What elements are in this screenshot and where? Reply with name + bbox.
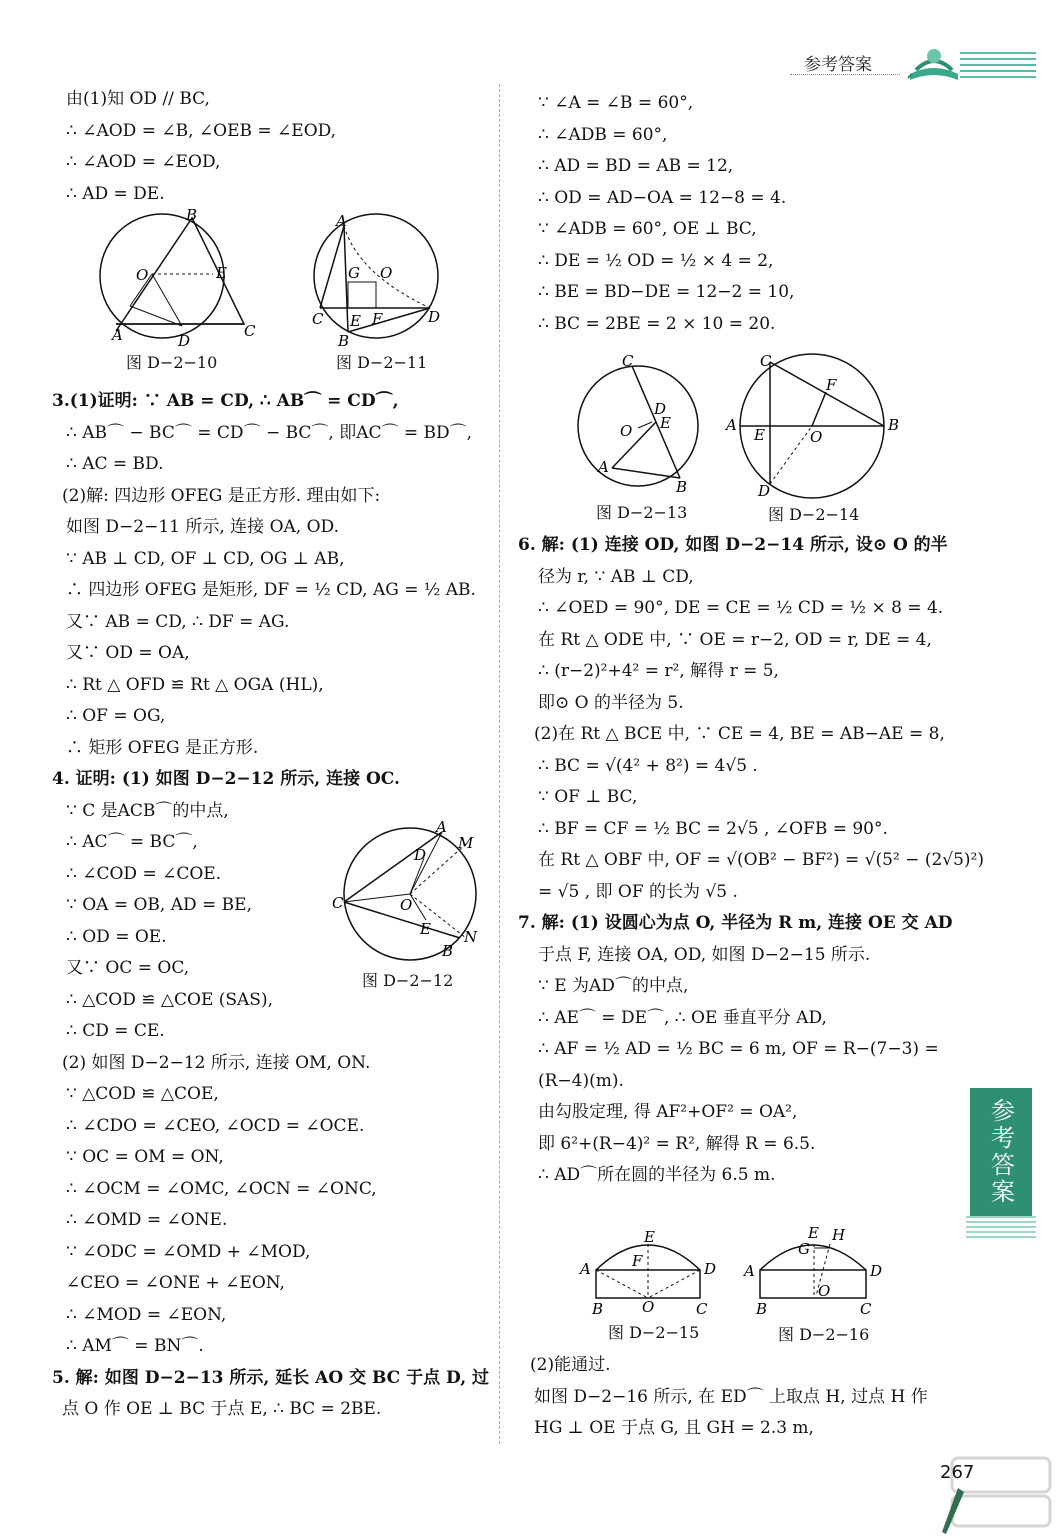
text-line: ∴ AD = DE.: [66, 183, 165, 204]
svg-text:E: E: [808, 1224, 819, 1242]
text-line: 又∵ OD = OA,: [66, 643, 190, 663]
svg-text:M: M: [458, 834, 474, 852]
text-line: ∴ OD = AD−OA = 12−8 = 4.: [538, 187, 787, 208]
text-line: 于点 F, 连接 OA, OD, 如图 D−2−15 所示.: [538, 944, 871, 965]
svg-text:E: E: [420, 920, 431, 938]
text-line: ∴ ∠AOD = ∠B, ∠OEB = ∠EOD,: [66, 120, 337, 141]
svg-text:D: D: [178, 332, 191, 350]
text-line: ∴ OD = OE.: [66, 926, 167, 947]
svg-text:E: E: [644, 1228, 655, 1246]
figure-caption: 图 D−2−12: [362, 971, 454, 990]
text-line: (R−4)(m).: [538, 1070, 624, 1091]
figure-d-2-15: [578, 1228, 728, 1320]
figure-caption: 图 D−2−15: [608, 1323, 700, 1342]
svg-text:B: B: [338, 332, 350, 350]
text-line: 在 Rt △ ODE 中, ∵ OE = r−2, OD = r, DE = 4,: [538, 629, 932, 650]
svg-text:N: N: [464, 928, 478, 946]
text-line: 又∵ AB = CD, ∴ DF = AG.: [66, 611, 290, 632]
svg-text:A: A: [336, 212, 347, 230]
figure-d-2-11: [308, 214, 458, 354]
svg-text:A: A: [726, 416, 737, 434]
text-line: ∵ ∠ADB = 60°, OE ⊥ BC,: [538, 219, 757, 239]
svg-text:O: O: [810, 428, 823, 446]
figure-d-2-12: [330, 818, 490, 968]
text-line: 径为 r, ∵ AB ⊥ CD,: [538, 566, 694, 587]
text-line: ∴ 矩形 OFEG 是正方形.: [66, 737, 259, 758]
text-line: (2)解: 四边形 OFEG 是正方形. 理由如下:: [62, 485, 381, 506]
text-line: ∴ ∠AOD = ∠EOD,: [66, 152, 221, 172]
figure-caption: 图 D−2−16: [778, 1325, 870, 1344]
text-line: 又∵ OC = OC,: [66, 958, 190, 978]
text-line: ∴ OF = OG,: [66, 706, 166, 726]
text-line: ∴ ∠OMD = ∠ONE.: [66, 1210, 228, 1230]
figure-caption: 图 D−2−10: [126, 353, 218, 372]
text-line: ∴ AD⌒所在圆的半径为 6.5 m.: [538, 1165, 776, 1185]
svg-text:B: B: [186, 206, 198, 224]
svg-text:C: C: [332, 894, 344, 912]
text-line: 如图 D−2−16 所示, 在 ED⌒ 上取点 H, 过点 H 作: [534, 1386, 928, 1407]
text-line: = √5 , 即 OF 的长为 √5 .: [538, 881, 738, 902]
svg-text:F: F: [826, 376, 837, 394]
text-line: ∴ BC = √(4² + 8²) = 4√5 .: [538, 755, 758, 776]
svg-text:D: D: [654, 400, 667, 418]
svg-text:O: O: [642, 1298, 655, 1316]
svg-text:E: E: [660, 414, 671, 432]
text-line: ∴ (r−2)²+4² = r², 解得 r = 5,: [538, 661, 779, 681]
text-line: ∴ 四边形 OFEG 是矩形, DF = ½ CD, AG = ½ AB.: [66, 580, 476, 600]
text-line: ∴ ∠COD = ∠COE.: [66, 863, 222, 884]
text-line: ∴ ∠ADB = 60°,: [538, 124, 668, 145]
svg-text:O: O: [136, 266, 149, 284]
page-number: 267: [940, 1462, 975, 1483]
left-column-top: [66, 84, 336, 210]
svg-text:A: A: [744, 1262, 755, 1280]
figure-d-2-13: [576, 352, 706, 502]
text-line: ∴ AC = BD.: [66, 454, 164, 474]
text-line: ∵ OA = OB, AD = BE,: [66, 895, 252, 915]
figure-d-2-10: [86, 206, 266, 356]
text-line: 即 6²+(R−4)² = R², 解得 R = 6.5.: [538, 1133, 816, 1154]
text-line: ∴ AE⌒ = DE⌒, ∴ OE 垂直平分 AD,: [538, 1007, 827, 1028]
figure-d-2-14: [722, 350, 912, 500]
svg-text:B: B: [676, 478, 688, 496]
svg-text:C: C: [312, 310, 324, 328]
text-line: ∴ CD = CE.: [66, 1021, 165, 1041]
svg-text:C: C: [760, 352, 772, 370]
svg-text:D: D: [704, 1260, 717, 1278]
text-line: 点 O 作 OE ⊥ BC 于点 E, ∴ BC = 2BE.: [62, 1399, 382, 1419]
text-line: ∴ ∠OCM = ∠OMC, ∠OCN = ∠ONC,: [66, 1178, 377, 1199]
svg-text:F: F: [632, 1252, 643, 1270]
svg-text:E: E: [216, 264, 227, 282]
pen-icon: [938, 1488, 964, 1536]
svg-text:O: O: [400, 896, 413, 914]
svg-text:A: A: [112, 326, 123, 344]
text-line: 在 Rt △ OBF 中, OF = √(OB² − BF²) = √(5² − (2√5)²): [538, 850, 985, 870]
text-line: ∵ E 为AD⌒的中点,: [538, 976, 689, 996]
figure-d-2-16: [744, 1224, 894, 1320]
svg-text:B: B: [888, 416, 900, 434]
svg-text:C: C: [244, 322, 256, 340]
text-line: ∴ AC⌒ = BC⌒,: [66, 832, 198, 852]
text-line: ∴ DE = ½ OD = ½ × 4 = 2,: [538, 250, 774, 271]
svg-text:O: O: [818, 1282, 831, 1300]
svg-text:G: G: [798, 1240, 810, 1258]
text-line: 由勾股定理, 得 AF²+OF² = OA²,: [538, 1102, 798, 1122]
text-line: ∵ C 是ACB⌒的中点,: [66, 800, 229, 821]
text-line: ∴ ∠CDO = ∠CEO, ∠OCD = ∠OCE.: [66, 1115, 365, 1136]
text-line: (2)能通过.: [530, 1355, 611, 1375]
svg-text:D: D: [428, 308, 441, 326]
svg-text:O: O: [380, 264, 393, 282]
text-line: ∴ ∠OED = 90°, DE = CE = ½ CD = ½ × 8 = 4.: [538, 598, 944, 618]
text-line: 由(1)知 OD // BC,: [66, 89, 210, 109]
figure-caption: 图 D−2−14: [768, 505, 860, 524]
header-label: 参考答案: [804, 55, 872, 75]
svg-text:E: E: [754, 426, 765, 444]
svg-text:H: H: [832, 1226, 846, 1244]
text-line: ∴ Rt △ OFD ≌ Rt △ OGA (HL),: [66, 674, 324, 695]
svg-text:E: E: [350, 312, 361, 330]
text-line: ∴ BE = BD−DE = 12−2 = 10,: [538, 282, 795, 302]
svg-text:B: B: [756, 1300, 768, 1318]
text-line: ∴ BF = CF = ½ BC = 2√5 , ∠OFB = 90°.: [538, 818, 888, 839]
svg-text:A: A: [580, 1260, 591, 1278]
svg-text:G: G: [348, 264, 360, 282]
text-line: ∵ AB ⊥ CD, OF ⊥ CD, OG ⊥ AB,: [66, 548, 345, 569]
column-divider: [499, 84, 500, 1444]
book-logo-icon: [906, 44, 962, 84]
text-line: HG ⊥ OE 于点 G, 且 GH = 2.3 m,: [534, 1418, 814, 1438]
figure-caption: 图 D−2−13: [596, 503, 688, 522]
text-line: 即⊙ O 的半径为 5.: [538, 692, 684, 713]
svg-text:C: C: [860, 1300, 872, 1318]
text-line: ∵ △COD ≌ △COE,: [66, 1084, 219, 1104]
right-column-bottom: [530, 1350, 928, 1445]
text-line: ∴ AF = ½ AD = ½ BC = 6 m, OF = R−(7−3) =: [538, 1039, 939, 1059]
text-line: 6. 解: (1) 连接 OD, 如图 D−2−14 所示, 设⊙ O 的半: [518, 535, 948, 555]
svg-text:D: D: [758, 482, 771, 500]
svg-text:B: B: [592, 1300, 604, 1318]
text-line: ∵ OC = OM = ON,: [66, 1147, 224, 1167]
svg-text:F: F: [372, 310, 383, 328]
header-stripes: [960, 52, 1036, 82]
text-line: ∵ ∠ODC = ∠OMD + ∠MOD,: [66, 1241, 311, 1262]
text-line: (2)在 Rt △ BCE 中, ∵ CE = 4, BE = AB−AE = 8,: [534, 724, 945, 744]
text-line: ∴ AM⌒ = BN⌒.: [66, 1336, 204, 1356]
text-line: 5. 解: 如图 D−2−13 所示, 延长 AO 交 BC 于点 D, 过: [52, 1367, 490, 1388]
svg-text:B: B: [442, 942, 454, 960]
text-line: ∠CEO = ∠ONE + ∠EON,: [66, 1273, 285, 1293]
text-line: ∴ △COD ≌ △COE (SAS),: [66, 989, 273, 1010]
side-tab: 参考答案: [970, 1088, 1032, 1216]
svg-text:D: D: [870, 1262, 883, 1280]
svg-text:A: A: [598, 458, 609, 476]
text-line: ∴ ∠MOD = ∠EON,: [66, 1304, 227, 1325]
side-tab-stripes: [966, 1216, 1036, 1240]
svg-text:A: A: [436, 818, 447, 836]
svg-text:D: D: [414, 846, 427, 864]
figure-caption: 图 D−2−11: [336, 353, 428, 372]
header-rule: [790, 74, 900, 75]
text-line: 3.(1)证明: ∵ AB = CD, ∴ AB⌒ = CD⌒,: [52, 391, 399, 411]
text-line: ∴ AD = BD = AB = 12,: [538, 156, 734, 176]
svg-text:C: C: [622, 352, 634, 370]
text-line: 7. 解: (1) 设圆心为点 O, 半径为 R m, 连接 OE 交 AD: [518, 913, 953, 933]
text-line: ∵ OF ⊥ BC,: [538, 787, 638, 807]
text-line: ∵ ∠A = ∠B = 60°,: [538, 93, 694, 113]
right-column-body: [518, 530, 984, 1192]
text-line: 如图 D−2−11 所示, 连接 OA, OD.: [66, 517, 339, 537]
svg-text:O: O: [620, 422, 633, 440]
text-line: ∴ BC = 2BE = 2 × 10 = 20.: [538, 313, 776, 334]
text-line: ∴ AB⌒ − BC⌒ = CD⌒ − BC⌒, 即AC⌒ = BD⌒,: [66, 422, 473, 443]
svg-text:C: C: [696, 1300, 708, 1318]
right-column-top: [538, 88, 794, 340]
text-line: 4. 证明: (1) 如图 D−2−12 所示, 连接 OC.: [52, 769, 400, 789]
text-line: (2) 如图 D−2−12 所示, 连接 OM, ON.: [62, 1052, 371, 1073]
